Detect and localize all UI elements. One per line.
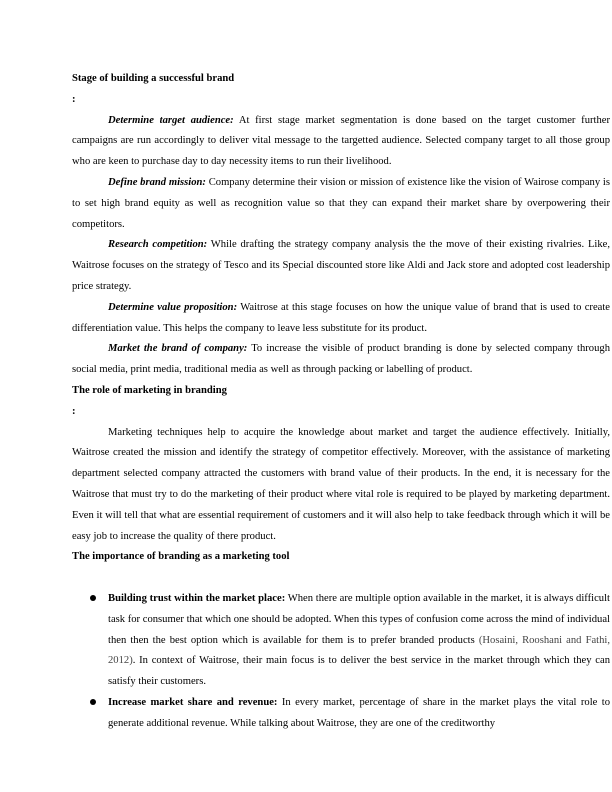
paragraph-text: Waitrose at this stage focuses on how the unique value of brand that is used to create differentiation value. This helps the company to leave less substitute for its product. — [72, 301, 610, 334]
paragraph-role-of-marketing: Marketing techniques help to acquire the knowledge about market and target the audience effectively. Initially, Waitrose created the mission and identify the strategy of competitor effectively. Moreover, with the assistance of marketing department selected company attracted the customers with brand value of their products. In the end, it is necessary for the Waitrose that must try to do the marketing of their product where vital role is required to be played by marketing department. Even it will tell that what are essential requirement of customers and it will also help to take feedback through which it will be easy job to increase the quality of there product. — [72, 426, 610, 542]
section-colon: : — [72, 405, 76, 417]
bullet-body-end: . In context of Waitrose, their main focus is to deliver the best service in the market through which they can satisfy their customers. — [108, 655, 610, 688]
paragraph-text: At first stage market segmentation is done based on the target customer further campaigns are run accordingly to deliver vital message to the targetted audience. Selected company target to all those group who are keen to purchase day to day necessity items to run their livelihood. — [72, 114, 610, 168]
section-heading-importance-of-branding: The importance of branding as a marketing tool — [72, 551, 290, 563]
list-item — [72, 693, 610, 735]
paragraph-lead: Determine value proposition: — [108, 301, 238, 313]
paragraph-lead: Market the brand of company: — [108, 343, 248, 355]
paragraph-text: While drafting the strategy company analysis the the move of their existing rivalries. Like, Waitrose focuses on the strategy of Tesco and its Special discounted store like Aldi and Jack store and adopted cost leadership price strategy. — [72, 239, 611, 292]
bullet-list — [72, 589, 610, 735]
bullet-icon — [90, 595, 96, 601]
list-item — [72, 589, 610, 693]
paragraph-research-competition — [72, 235, 610, 297]
blank-line — [72, 568, 610, 589]
bullet-text — [108, 589, 610, 693]
section-heading-role-of-marketing: The role of marketing in branding — [72, 384, 227, 396]
paragraph-text: Company determine their vision or mission of existence like the vision of Wairose company is to set high brand equity as well as recognition value so that they can expand their market share by overpowering their competitors. — [72, 176, 610, 230]
paragraph-lead: Determine target audience: — [108, 114, 234, 126]
paragraph-text: To increase the visible of product branding is done by selected company through social media, print media, traditional media as well as through packing or labelling of product. — [72, 343, 610, 376]
paragraph-brand-mission — [72, 173, 610, 235]
paragraph-market-brand — [72, 339, 610, 381]
bullet-body: When there are multiple option available in the market, it is always difficult task for consumer that which one should be adopted. When this types of confusion come across the mind of individual then then the best option which is available for them is to prefer branded products — [108, 592, 610, 646]
section-colon: : — [72, 93, 76, 105]
paragraph-lead: Research competition: — [108, 239, 208, 251]
bullet-body: In every market, percentage of share in the market plays the vital role to generate additional revenue. While talking about Waitrose, they are one of the creditworthy — [108, 696, 611, 729]
bullet-lead: Increase market share and revenue: — [108, 696, 278, 708]
paragraph-value-proposition — [72, 298, 610, 340]
bullet-text — [108, 693, 610, 735]
bullet-icon — [90, 699, 96, 705]
paragraph-lead: Define brand mission: — [108, 176, 206, 188]
section-heading-stages: Stage of building a successful brand — [72, 73, 235, 84]
document-body — [72, 69, 610, 735]
paragraph-target-audience — [72, 111, 610, 173]
bullet-lead: Building trust within the market place: — [108, 592, 286, 604]
citation: (Hosaini, Rooshani and Fathi, 2012) — [108, 634, 610, 667]
